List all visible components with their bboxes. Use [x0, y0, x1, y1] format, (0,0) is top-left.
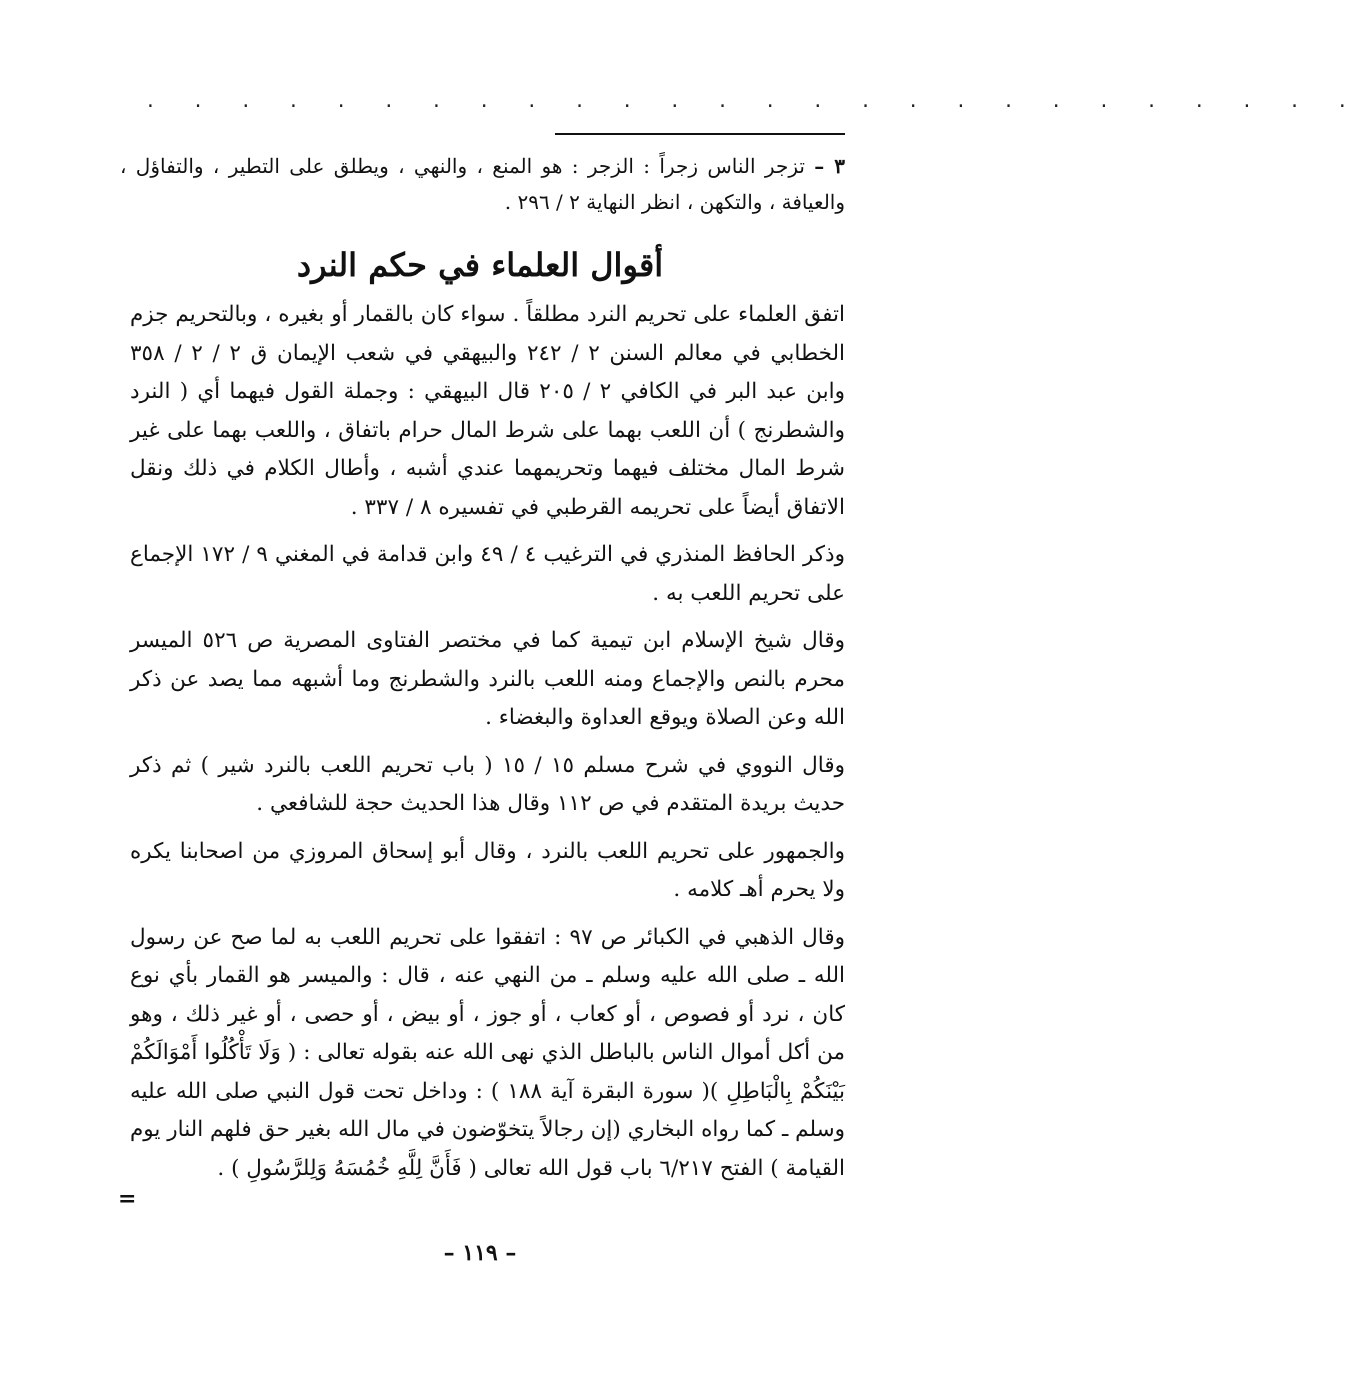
footnote-marker: ٣ –: [814, 154, 845, 178]
footnote-text: تزجر الناس زجراً : الزجر : هو المنع ، والنهي ، ويطلق على التطير ، والتفاؤل ، والعيافة ، والتكهن ، انظر النهاية ٢ / ٢٩٦ .: [120, 154, 845, 214]
body-text: [130, 296, 845, 1197]
paragraph: وقال الذهبي في الكبائر ص ٩٧ : اتفقوا على تحريم اللعب به لما صح عن رسول الله ـ صلى الله عليه وسلم ـ من النهي عنه ، قال : والميسر هو القمار بأي نوع كان ، نرد أو فصوص ، أو كعاب ، أو جوز ، أو بيض ، أو حصى ، أو غير ذلك ، وهو من أكل أموال الناس بالباطل الذي نهى الله عنه بقوله تعالى : ( وَلَا تَأْكُلُوا أَمْوَالَكُمْ بَيْنَكُمْ بِالْبَاطِلِ )( سورة البقرة آية ١٨٨ ) : وداخل تحت قول النبي صلى الله عليه وسلم ـ كما رواه البخاري (إن رجالاً يتخوّضون في مال الله بغير حق فلهم النار يوم القيامة ) الفتح ٦/٢١٧ باب قول الله تعالى ( فَأَنَّ لِلَّهِ خُمُسَهُ وَلِلرَّسُولِ ) .: [130, 924, 846, 1181]
paragraph: والجمهور على تحريم اللعب بالنرد ، وقال أبو إسحاق المروزي من اصحابنا يكره ولا يحرم أهـ كلامه .: [130, 838, 845, 902]
footnote-rule: [555, 133, 845, 135]
continuation-mark: =: [118, 1186, 137, 1212]
paragraph: اتفق العلماء على تحريم النرد مطلقاً . سواء كان بالقمار أو بغيره ، وبالتحريم جزم الخطابي في معالم السنن ٢ / ٢٤٢ والبيهقي في شعب الإيمان ق ٢ / ٢ / ٣٥٨ وابن عبد البر في الكافي ٢ / ٢٠٥ قال البيهقي : وجملة القول فيهما أي ( النرد والشطرنج ) أن اللعب بهما على شرط المال حرام باتفاق ، واللعب بهما على غير شرط المال مختلف فيهما وتحريمهما عندي أشبه ، وأطال الكلام في ذلك ونقل الاتفاق أيضاً على تحريمه القرطبي في تفسيره ٨ / ٣٣٧ .: [130, 302, 845, 520]
page-number: – ١١٩ –: [443, 1240, 517, 1266]
separator-dots: . . . . . . . . . . . . . . . . . . . . . . . . . .: [145, 91, 1361, 112]
paragraph: وقال شيخ الإسلام ابن تيمية كما في مختصر الفتاوى المصرية ص ٥٢٦ الميسر محرم بالنص والإجماع ومنه اللعب بالنرد والشطرنج وما أشبهه مما يصد عن ذكر الله وعن الصلاة ويوقع العداوة والبغضاء .: [130, 628, 846, 730]
footnote: [120, 148, 845, 220]
paragraph: وقال النووي في شرح مسلم ١٥ / ١٥ ( باب تحريم اللعب بالنرد شير ) ثم ذكر حديث بريدة المتقدم في ص ١١٢ وقال هذا الحديث حجة للشافعي .: [130, 752, 845, 816]
paragraph: وذكر الحافظ المنذري في الترغيب ٤ / ٤٩ وابن قدامة في المغني ٩ / ١٧٢ الإجماع على تحريم اللعب به .: [130, 542, 845, 606]
section-title: أقوال العلماء في حكم النرد: [296, 246, 664, 284]
